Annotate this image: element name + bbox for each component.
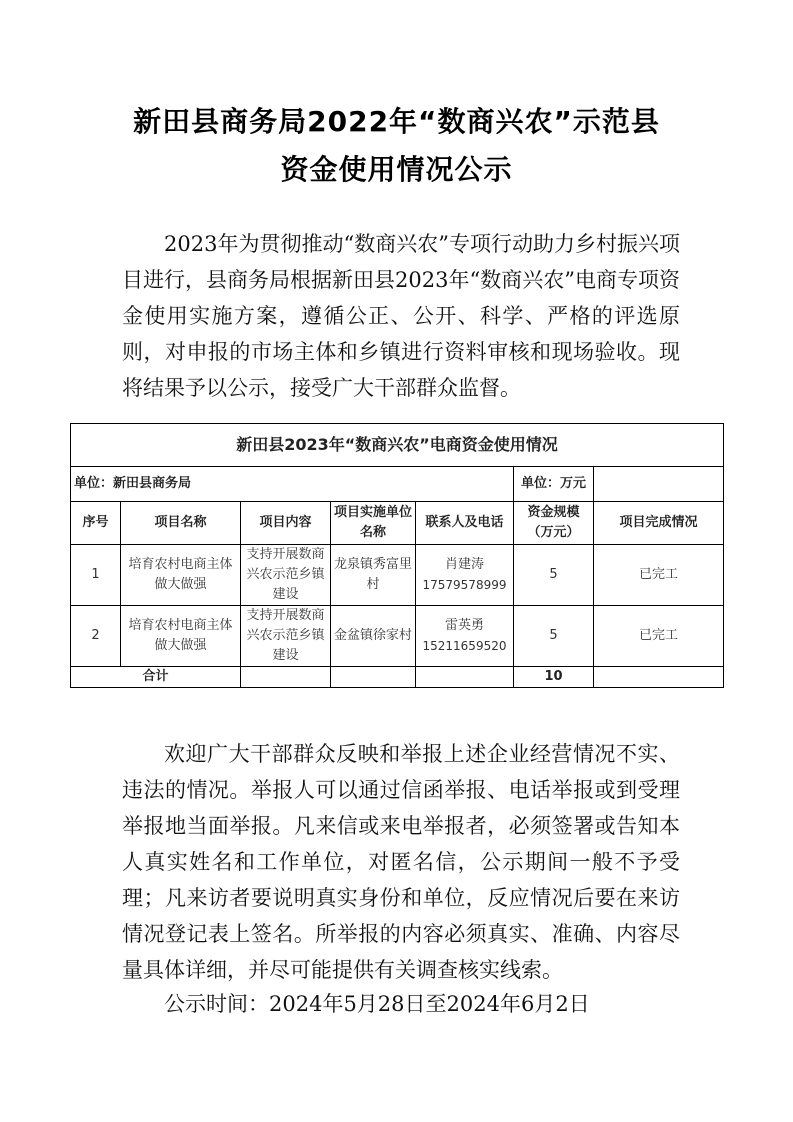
publication-period: 公示时间：2024年5月28日至2024年6月2日 <box>164 992 590 1016</box>
row-no: 2 <box>71 606 121 667</box>
total-empty-cell <box>241 667 331 688</box>
row-status: 已完工 <box>594 545 724 606</box>
row-content: 支持开展数商兴农示范乡镇建设 <box>241 545 331 606</box>
row-amount: 5 <box>514 545 594 606</box>
row-unit: 金盆镇徐家村 <box>331 606 416 667</box>
total-row <box>71 667 724 688</box>
header-name: 项目名称 <box>121 502 241 545</box>
row-no: 1 <box>71 545 121 606</box>
header-unit: 项目实施单位名称 <box>331 502 416 545</box>
total-empty-cell <box>331 667 416 688</box>
report-paragraph <box>122 736 680 988</box>
row-amount: 5 <box>514 606 594 667</box>
funding-table <box>70 423 724 688</box>
row-contact <box>416 606 514 667</box>
table-row <box>71 606 724 667</box>
row-name: 培育农村电商主体做大做强 <box>121 545 241 606</box>
intro-text: 2023年为贯彻推动“数商兴农”专项行动助力乡村振兴项目进行，县商务局根据新田县2023年“数商兴农”电商专项资金使用实施方案，遵循公正、公开、科学、严格的评选原则，对申报的市场主体和乡镇进行资料审核和现场验收。现将结果予以公示，接受广大干部群众监督。 <box>122 232 680 400</box>
contact-name: 肖建涛 <box>444 557 484 572</box>
row-content: 支持开展数商兴农示范乡镇建设 <box>241 606 331 667</box>
table-title: 新田县2023年“数商兴农”电商资金使用情况 <box>71 424 724 467</box>
table-unit-org: 单位：新田县商务局 <box>71 467 514 502</box>
row-unit: 龙泉镇秀富里村 <box>331 545 416 606</box>
table-row <box>71 545 724 606</box>
intro-paragraph <box>122 226 680 406</box>
total-empty-cell <box>594 667 724 688</box>
contact-phone: 17579578999 <box>422 578 507 592</box>
header-amount: 资金规模（万元） <box>514 502 594 545</box>
row-name: 培育农村电商主体做大做强 <box>121 606 241 667</box>
table-unit-blank <box>594 467 724 502</box>
header-content: 项目内容 <box>241 502 331 545</box>
header-status: 项目完成情况 <box>594 502 724 545</box>
row-contact <box>416 545 514 606</box>
total-amount: 10 <box>514 667 594 688</box>
total-empty-cell <box>416 667 514 688</box>
document-title-line1: 新田县商务局2022年“数商兴农”示范县 <box>133 105 660 138</box>
contact-name: 雷英勇 <box>444 618 484 633</box>
row-status: 已完工 <box>594 606 724 667</box>
contact-phone: 15211659520 <box>422 639 507 653</box>
report-text: 欢迎广大干部群众反映和举报上述企业经营情况不实、违法的情况。举报人可以通过信函举报、电话举报或到受理举报地当面举报。凡来信或来电举报者，必须签署或告知本人真实姓名和工作单位，对匿名信，公示期间一般不予受理；凡来访者要说明真实身份和单位，反应情况后要在来访情况登记表上签名。所举报的内容必须真实、准确、内容尽量具体详细，并尽可能提供有关调查核实线索。 <box>122 742 680 982</box>
document-title-line2: 资金使用情况公示 <box>280 153 513 186</box>
header-no: 序号 <box>71 502 121 545</box>
header-contact: 联系人及电话 <box>416 502 514 545</box>
total-label: 合计 <box>71 667 241 688</box>
table-unit-money: 单位：万元 <box>514 467 594 502</box>
